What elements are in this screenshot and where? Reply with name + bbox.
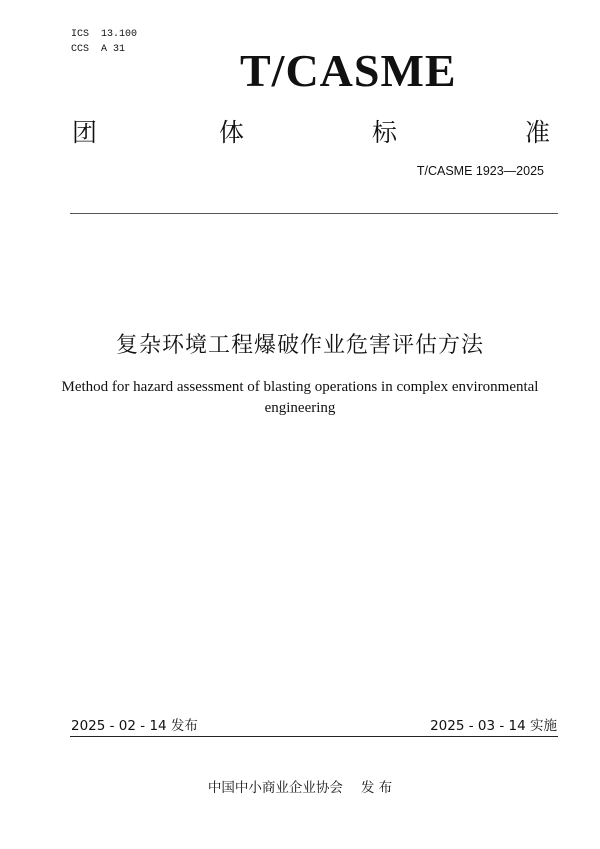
title-english-line: engineering	[264, 400, 336, 416]
standard-type-char: 体	[219, 118, 245, 147]
standard-type-heading	[72, 113, 550, 145]
standard-type-char: 准	[525, 118, 551, 147]
publisher-action: 发 布	[360, 780, 393, 796]
implementation-date: 2025 - 03 - 14 实施	[430, 718, 557, 734]
standard-number: T/CASME 1923—2025	[416, 164, 544, 178]
issuer-brand-logo: T/CASME	[240, 45, 457, 96]
title-english-line: Method for hazard assessment of blasting operations in complex environmental	[61, 379, 539, 395]
publisher-name: 中国中小商业企业协会	[207, 780, 343, 796]
standard-type-char: 标	[372, 118, 398, 147]
classification-codes	[71, 27, 137, 57]
ics-code: ICS 13.100	[71, 29, 138, 40]
title-english	[60, 377, 540, 419]
issue-date: 2025 - 02 - 14 发布	[71, 718, 198, 734]
footer-divider	[70, 736, 558, 737]
standard-type-char: 团	[72, 118, 98, 147]
publisher-line	[0, 776, 600, 796]
title-chinese: 复杂环境工程爆破作业危害评估方法	[115, 333, 484, 358]
ccs-code: CCS A 31	[71, 44, 126, 55]
header-divider	[70, 213, 558, 214]
